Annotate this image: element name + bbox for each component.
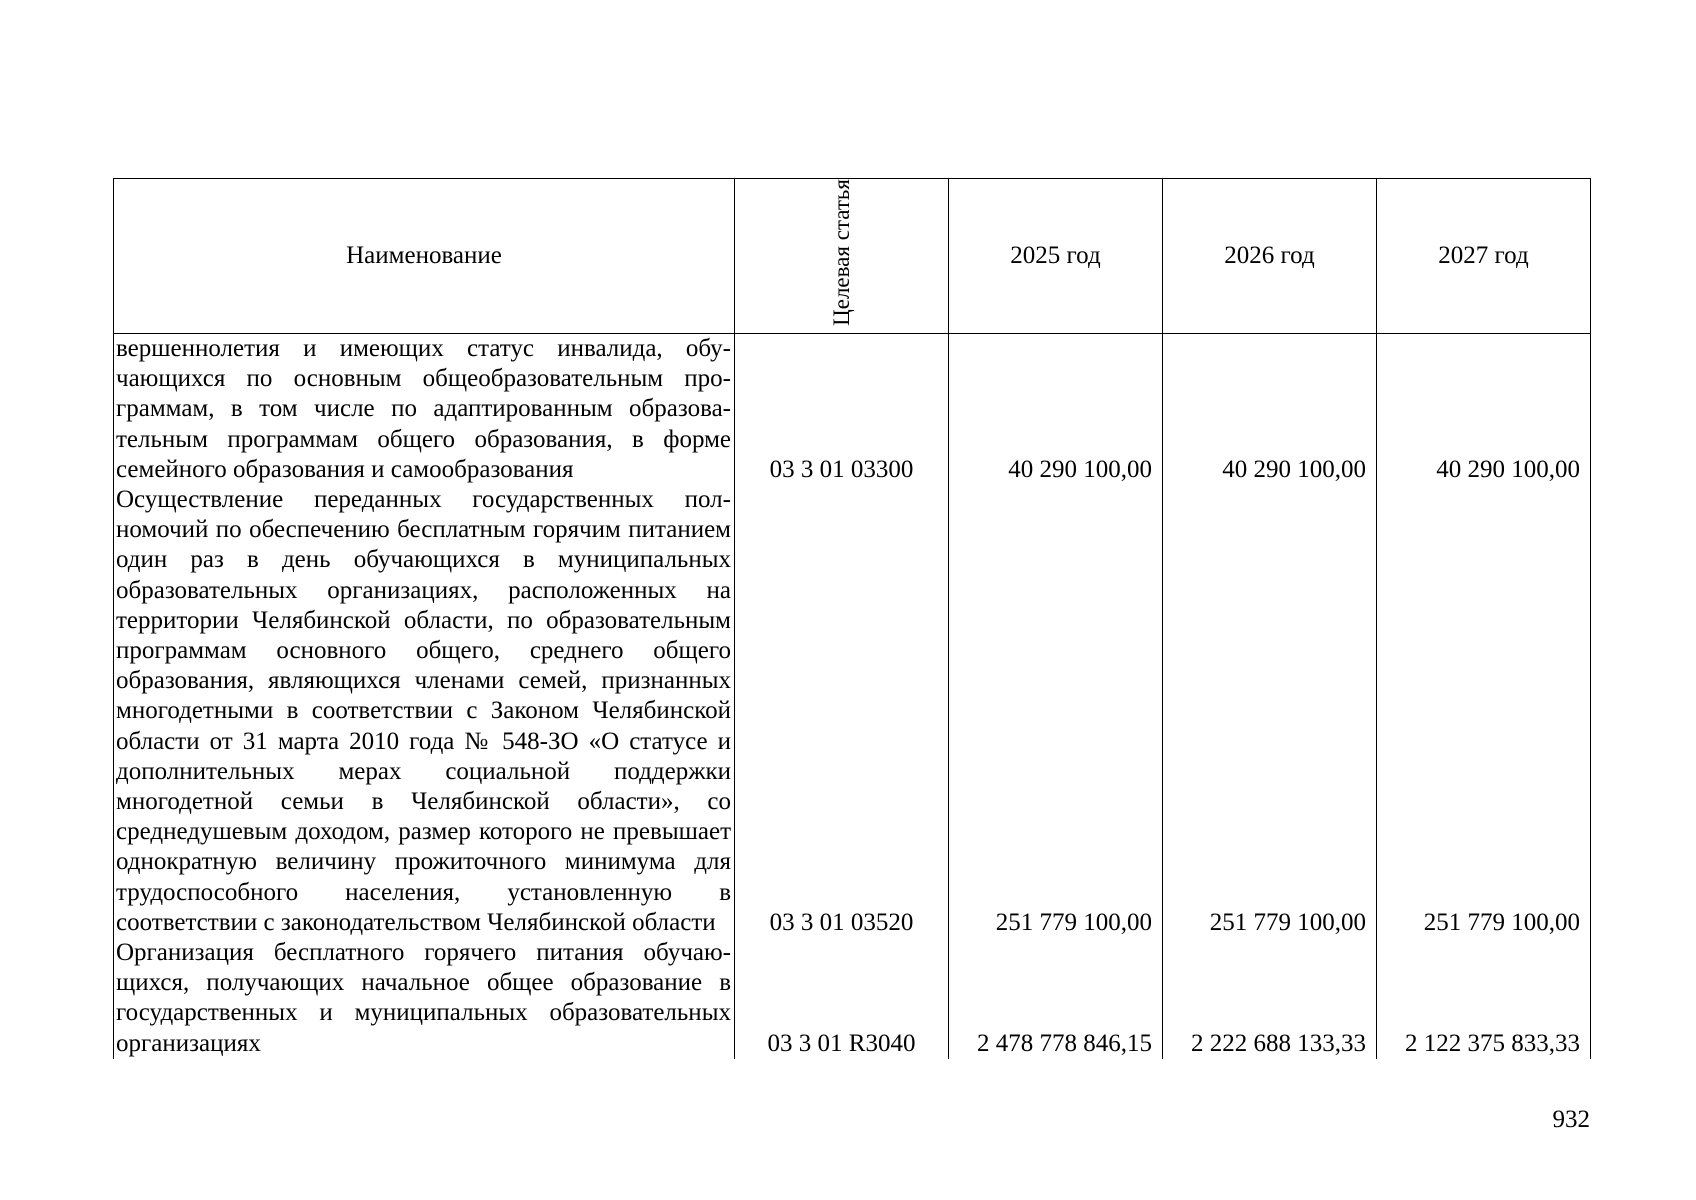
page-number: 932 <box>1552 1106 1590 1133</box>
table-row <box>114 485 1591 938</box>
budget-table <box>113 178 1591 1059</box>
row-value-2025: 2 478 778 846,15 <box>949 938 1163 1059</box>
row-code: 03 3 01 03300 <box>735 334 949 486</box>
row-name: Осуществление переданных государственных полномочий по обеспечению бесплатным горячим питанием один раз в день обучающихся в муниципальных образовательных организациях, расположенных на территории Челябинской области, по образовательным программам основного общего, среднего общего образования, являющихся членами семей, признанных многодетными в соответствии с Законом Челябинской области от 31 марта 2010 года № 548-ЗО «О статусе и дополнительных мерах социальной поддержки многодетной семьи в Челябинской области», со среднедушевым доходом, размер которого не превышает однократную величину прожиточного минимума для трудоспособного населения, установленную в соответствии с законодательством Челябинской области <box>114 485 735 938</box>
header-year-2025: 2025 год <box>949 179 1163 334</box>
row-code: 03 3 01 R3040 <box>735 938 949 1059</box>
row-name: Организация бесплатного горячего питания обучающихся, получающих начальное общее образование в государственных и муниципальных образовательных организациях <box>114 938 735 1059</box>
row-name: вершеннолетия и имеющих статус инвалида, обучающихся по основным общеобразовательным программам, в том числе по адаптированным образовательным программам общего образования, в форме семейного образования и самообразования <box>114 334 735 486</box>
header-target-article-label: Целевая статья <box>829 179 854 326</box>
row-value-2027: 251 779 100,00 <box>1377 485 1591 938</box>
table-header-row <box>114 179 1591 334</box>
row-code: 03 3 01 03520 <box>735 485 949 938</box>
table-row <box>114 938 1591 1059</box>
header-year-2026: 2026 год <box>1163 179 1377 334</box>
row-value-2027: 40 290 100,00 <box>1377 334 1591 486</box>
header-year-2027: 2027 год <box>1377 179 1591 334</box>
header-target-article <box>735 179 949 334</box>
row-value-2025: 251 779 100,00 <box>949 485 1163 938</box>
row-value-2026: 2 222 688 133,33 <box>1163 938 1377 1059</box>
row-value-2026: 40 290 100,00 <box>1163 334 1377 486</box>
row-value-2026: 251 779 100,00 <box>1163 485 1377 938</box>
header-name: Наименование <box>114 179 735 334</box>
row-value-2025: 40 290 100,00 <box>949 334 1163 486</box>
row-value-2027: 2 122 375 833,33 <box>1377 938 1591 1059</box>
table-row <box>114 334 1591 486</box>
